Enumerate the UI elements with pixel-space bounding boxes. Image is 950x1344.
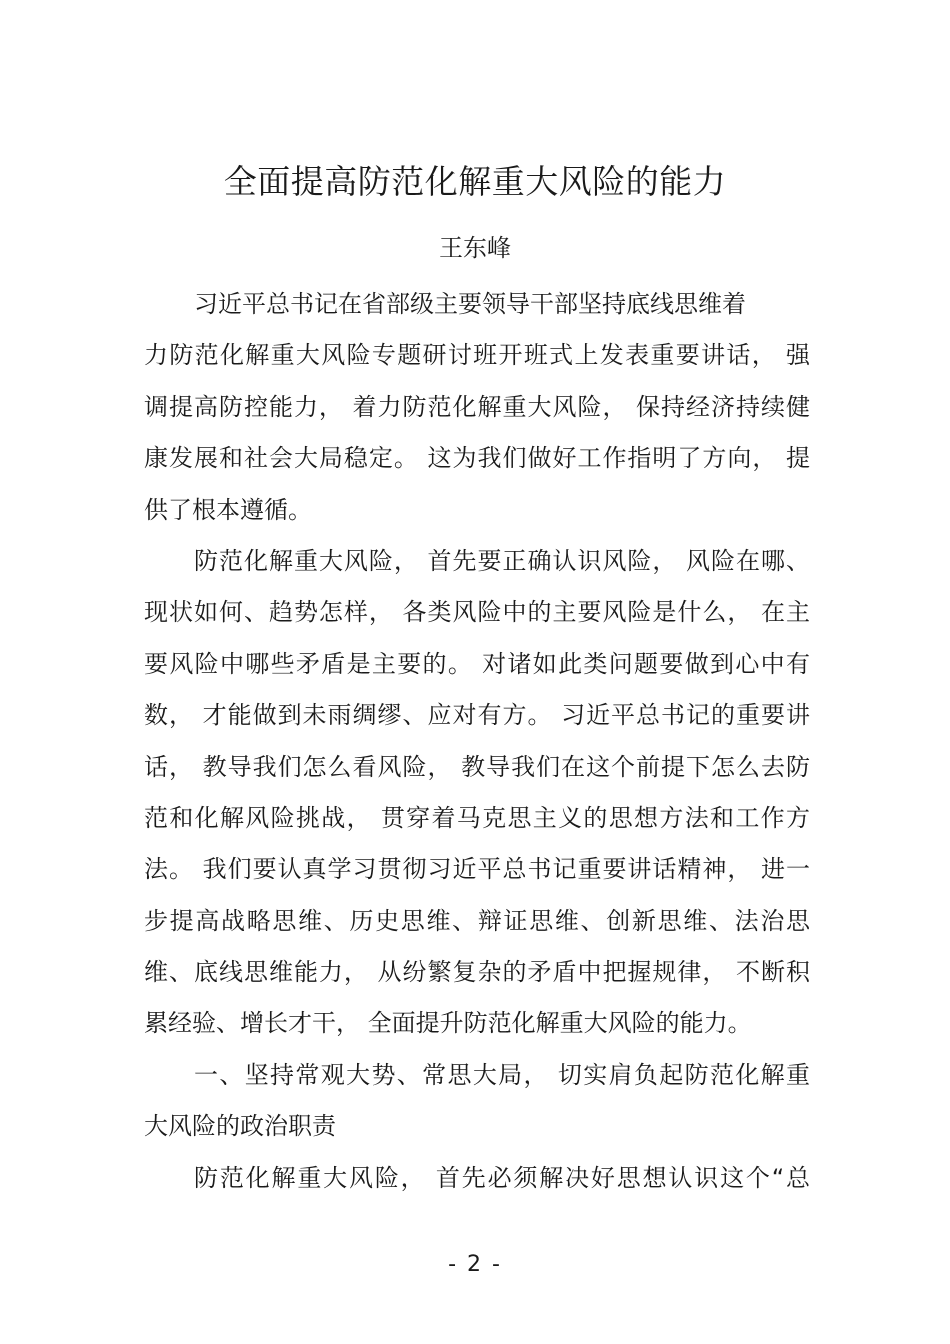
text-line: 数， 才能做到未雨绸缪、应对有方。 习近平总书记的重要讲 [144, 701, 810, 730]
document-title: 全面提高防范化解重大风险的能力 [223, 162, 727, 201]
text-line: 力防范化解重大风险专题研讨班开班式上发表重要讲话， 强 [144, 341, 810, 370]
document-body [144, 279, 810, 1204]
text-line: 现状如何、趋势怎样， 各类风险中的主要风险是什么， 在主 [144, 598, 810, 627]
text-line: 话， 教导我们怎么看风险， 教导我们在这个前提下怎么去防 [144, 752, 810, 781]
page-number: - 2 - [448, 1252, 502, 1277]
document-author: 王东峰 [439, 234, 511, 262]
text-line: 大风险的政治职责 [144, 1112, 336, 1141]
text-line: 累经验、增长才干， 全面提升防范化解重大风险的能力。 [144, 1009, 752, 1038]
text-line: 范和化解风险挑战， 贯穿着马克思主义的思想方法和工作方 [144, 803, 810, 832]
text-line: 维、底线思维能力， 从纷繁复杂的矛盾中把握规律， 不断积 [144, 958, 810, 987]
text-line: 调提高防控能力， 着力防范化解重大风险， 保持经济持续健 [144, 392, 810, 421]
text-line: 防范化解重大风险， 首先要正确认识风险， 风险在哪、 [194, 546, 810, 575]
text-line: 康发展和社会大局稳定。 这为我们做好工作指明了方向， 提 [144, 444, 810, 473]
text-line: 供了根本遵循。 [144, 495, 312, 524]
text-line: 一、坚持常观大势、常思大局， 切实肩负起防范化解重 [194, 1060, 810, 1089]
text-line: 要风险中哪些矛盾是主要的。 对诸如此类问题要做到心中有 [144, 649, 810, 678]
text-line: 习近平总书记在省部级主要领导干部坚持底线思维着 [194, 290, 746, 318]
text-line: 防范化解重大风险， 首先必须解决好思想认识这个“总 [194, 1163, 810, 1192]
text-line: 法。 我们要认真学习贯彻习近平总书记重要讲话精神， 进一 [144, 855, 810, 884]
text-line: 步提高战略思维、历史思维、辩证思维、创新思维、法治思 [144, 906, 810, 935]
